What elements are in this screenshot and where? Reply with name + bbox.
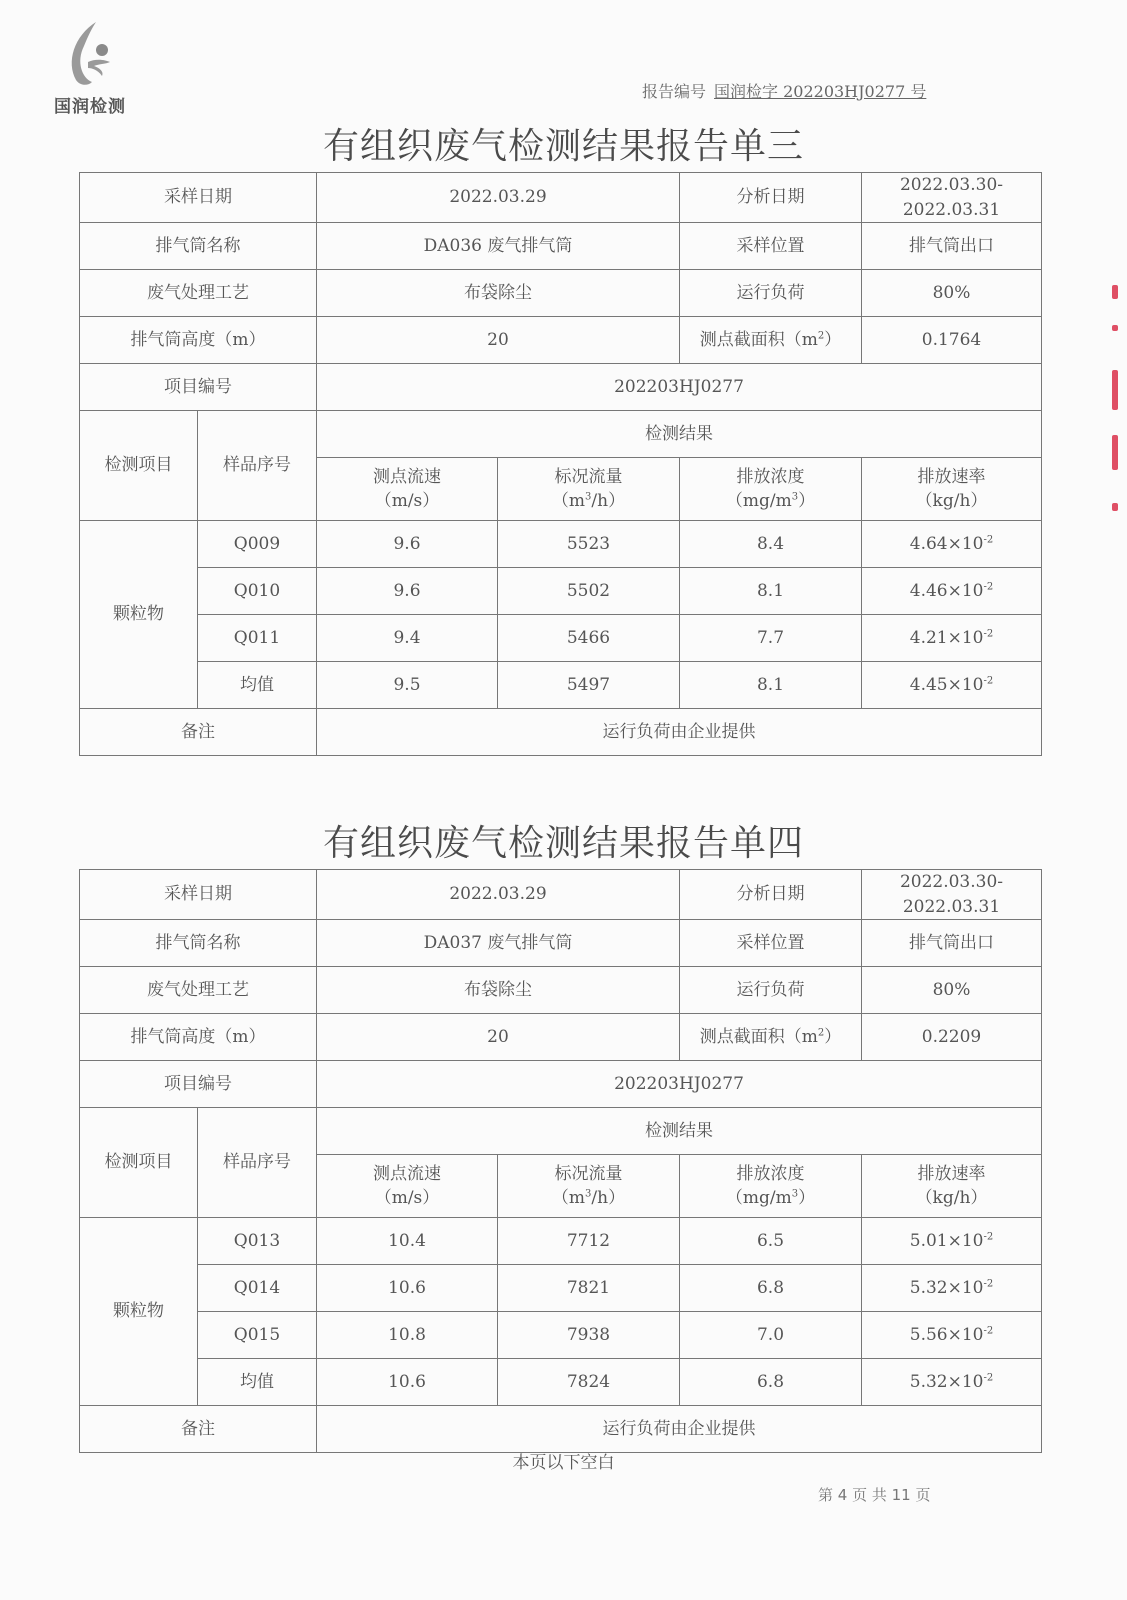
header-item: 检测项目 bbox=[80, 1108, 198, 1218]
header-concentration: 排放浓度 $(mg/m^3)$ bbox=[680, 458, 862, 521]
logo-mark-icon bbox=[62, 18, 122, 90]
cell-rate: $5.01\times 10^{-2}$ bbox=[862, 1218, 1042, 1265]
row-treatment bbox=[80, 270, 1042, 317]
table-row bbox=[80, 1312, 1042, 1359]
label-section-area: 测点截面积$(m^2)$ bbox=[680, 317, 862, 364]
table-row bbox=[80, 615, 1042, 662]
cell-flow: 5502 bbox=[498, 568, 680, 615]
cell-concentration: 6.5 bbox=[680, 1218, 862, 1265]
value-analysis-date: 2022.03.30-2022.03.31 bbox=[862, 173, 1042, 223]
cell-flow: 5523 bbox=[498, 521, 680, 568]
label-project-no: 项目编号 bbox=[80, 1061, 317, 1108]
header-item: 检测项目 bbox=[80, 411, 198, 521]
label-sampling-date: 采样日期 bbox=[80, 870, 317, 920]
cell-rate: $4.45\times 10^{-2}$ bbox=[862, 662, 1042, 709]
cell-rate: $4.64\times 10^{-2}$ bbox=[862, 521, 1042, 568]
label-remark: 备注 bbox=[80, 709, 317, 756]
value-sampling-location: 排气筒出口 bbox=[862, 223, 1042, 270]
row-remark bbox=[80, 709, 1042, 756]
cell-sample: Q015 bbox=[198, 1312, 317, 1359]
item-name: 颗粒物 bbox=[80, 521, 198, 709]
row-project-no bbox=[80, 1061, 1042, 1108]
value-stack-name: DA036 废气排气筒 bbox=[317, 223, 680, 270]
cell-concentration: 7.0 bbox=[680, 1312, 862, 1359]
cell-velocity: 10.4 bbox=[317, 1218, 498, 1265]
cell-rate: $5.56\times 10^{-2}$ bbox=[862, 1312, 1042, 1359]
cell-rate: $4.21\times 10^{-2}$ bbox=[862, 615, 1042, 662]
cell-sample: Q013 bbox=[198, 1218, 317, 1265]
report-title-4: 有组织废气检测结果报告单四 bbox=[322, 823, 804, 864]
row-header-results bbox=[80, 1108, 1042, 1155]
cell-velocity: 9.4 bbox=[317, 615, 498, 662]
value-project-no: 202203HJ0277 bbox=[317, 1061, 1042, 1108]
value-treatment: 布袋除尘 bbox=[317, 270, 680, 317]
row-header-results bbox=[80, 411, 1042, 458]
label-treatment: 废气处理工艺 bbox=[80, 967, 317, 1014]
value-treatment: 布袋除尘 bbox=[317, 967, 680, 1014]
label-stack-name: 排气筒名称 bbox=[80, 920, 317, 967]
table-row bbox=[80, 1265, 1042, 1312]
cell-flow: 7938 bbox=[498, 1312, 680, 1359]
cell-concentration: 8.1 bbox=[680, 568, 862, 615]
value-stack-name: DA037 废气排气筒 bbox=[317, 920, 680, 967]
table-row bbox=[80, 521, 1042, 568]
cell-velocity: 10.8 bbox=[317, 1312, 498, 1359]
cell-velocity: 9.5 bbox=[317, 662, 498, 709]
header-flow: 标况流量 $(m^3/h)$ bbox=[498, 458, 680, 521]
cell-rate: $5.32\times 10^{-2}$ bbox=[862, 1359, 1042, 1406]
row-sampling-date bbox=[80, 173, 1042, 223]
value-section-area: 0.1764 bbox=[862, 317, 1042, 364]
value-analysis-date: 2022.03.30-2022.03.31 bbox=[862, 870, 1042, 920]
cell-sample: Q011 bbox=[198, 615, 317, 662]
report-table-4 bbox=[79, 869, 1042, 1453]
label-analysis-date: 分析日期 bbox=[680, 870, 862, 920]
cell-concentration: 8.1 bbox=[680, 662, 862, 709]
header-velocity: 测点流速 （m/s） bbox=[317, 1155, 498, 1218]
value-load: 80% bbox=[862, 967, 1042, 1014]
report-number-label: 报告编号 bbox=[642, 82, 707, 101]
label-load: 运行负荷 bbox=[680, 967, 862, 1014]
label-remark: 备注 bbox=[80, 1406, 317, 1453]
value-remark: 运行负荷由企业提供 bbox=[317, 709, 1042, 756]
cell-velocity: 9.6 bbox=[317, 568, 498, 615]
value-remark: 运行负荷由企业提供 bbox=[317, 1406, 1042, 1453]
cell-velocity: 9.6 bbox=[317, 521, 498, 568]
label-sampling-location: 采样位置 bbox=[680, 920, 862, 967]
seal-stamp-edge bbox=[1110, 285, 1127, 515]
cell-concentration: 8.4 bbox=[680, 521, 862, 568]
cell-velocity: 10.6 bbox=[317, 1265, 498, 1312]
label-stack-height: 排气筒高度（m） bbox=[80, 317, 317, 364]
table-row bbox=[80, 1218, 1042, 1265]
cell-sample: 均值 bbox=[198, 1359, 317, 1406]
header-sample: 样品序号 bbox=[198, 411, 317, 521]
value-sampling-date: 2022.03.29 bbox=[317, 870, 680, 920]
label-analysis-date: 分析日期 bbox=[680, 173, 862, 223]
label-stack-height: 排气筒高度（m） bbox=[80, 1014, 317, 1061]
cell-sample: 均值 bbox=[198, 662, 317, 709]
label-stack-name: 排气筒名称 bbox=[80, 223, 317, 270]
cell-flow: 7824 bbox=[498, 1359, 680, 1406]
report-title-3: 有组织废气检测结果报告单三 bbox=[322, 126, 804, 167]
cell-rate: $4.46\times 10^{-2}$ bbox=[862, 568, 1042, 615]
row-treatment bbox=[80, 967, 1042, 1014]
report-table-3 bbox=[79, 172, 1042, 756]
header-flow: 标况流量 $(m^3/h)$ bbox=[498, 1155, 680, 1218]
blank-below-note: 本页以下空白 bbox=[512, 1453, 615, 1473]
table-row-average bbox=[80, 662, 1042, 709]
cell-flow: 5466 bbox=[498, 615, 680, 662]
label-sampling-location: 采样位置 bbox=[680, 223, 862, 270]
value-load: 80% bbox=[862, 270, 1042, 317]
cell-rate: $5.32\times 10^{-2}$ bbox=[862, 1265, 1042, 1312]
value-stack-height: 20 bbox=[317, 317, 680, 364]
header-results: 检测结果 bbox=[317, 1108, 1042, 1155]
row-stack-name bbox=[80, 223, 1042, 270]
row-stack-height bbox=[80, 317, 1042, 364]
cell-flow: 5497 bbox=[498, 662, 680, 709]
item-name: 颗粒物 bbox=[80, 1218, 198, 1406]
label-sampling-date: 采样日期 bbox=[80, 173, 317, 223]
value-sampling-location: 排气筒出口 bbox=[862, 920, 1042, 967]
report-number bbox=[642, 79, 926, 102]
row-remark bbox=[80, 1406, 1042, 1453]
cell-concentration: 7.7 bbox=[680, 615, 862, 662]
header-concentration: 排放浓度 $(mg/m^3)$ bbox=[680, 1155, 862, 1218]
label-project-no: 项目编号 bbox=[80, 364, 317, 411]
cell-sample: Q010 bbox=[198, 568, 317, 615]
label-treatment: 废气处理工艺 bbox=[80, 270, 317, 317]
value-project-no: 202203HJ0277 bbox=[317, 364, 1042, 411]
logo-text: 国润检测 bbox=[54, 97, 126, 117]
header-rate: 排放速率 （kg/h） bbox=[862, 1155, 1042, 1218]
value-section-area: 0.2209 bbox=[862, 1014, 1042, 1061]
row-stack-height bbox=[80, 1014, 1042, 1061]
cell-velocity: 10.6 bbox=[317, 1359, 498, 1406]
label-section-area: 测点截面积$(m^2)$ bbox=[680, 1014, 862, 1061]
row-sampling-date bbox=[80, 870, 1042, 920]
cell-concentration: 6.8 bbox=[680, 1359, 862, 1406]
cell-sample: Q014 bbox=[198, 1265, 317, 1312]
cell-sample: Q009 bbox=[198, 521, 317, 568]
header-results: 检测结果 bbox=[317, 411, 1042, 458]
value-sampling-date: 2022.03.29 bbox=[317, 173, 680, 223]
header-sample: 样品序号 bbox=[198, 1108, 317, 1218]
table-row bbox=[80, 568, 1042, 615]
row-project-no bbox=[80, 364, 1042, 411]
cell-concentration: 6.8 bbox=[680, 1265, 862, 1312]
cell-flow: 7712 bbox=[498, 1218, 680, 1265]
header-rate: 排放速率 （kg/h） bbox=[862, 458, 1042, 521]
cell-flow: 7821 bbox=[498, 1265, 680, 1312]
value-stack-height: 20 bbox=[317, 1014, 680, 1061]
row-stack-name bbox=[80, 920, 1042, 967]
header-velocity: 测点流速 （m/s） bbox=[317, 458, 498, 521]
label-load: 运行负荷 bbox=[680, 270, 862, 317]
company-logo bbox=[48, 18, 148, 118]
page-number: 第 4 页 共 11 页 bbox=[818, 1486, 931, 1504]
report-number-value: 国润检字 202203HJ0277 号 bbox=[714, 82, 927, 101]
table-row-average bbox=[80, 1359, 1042, 1406]
